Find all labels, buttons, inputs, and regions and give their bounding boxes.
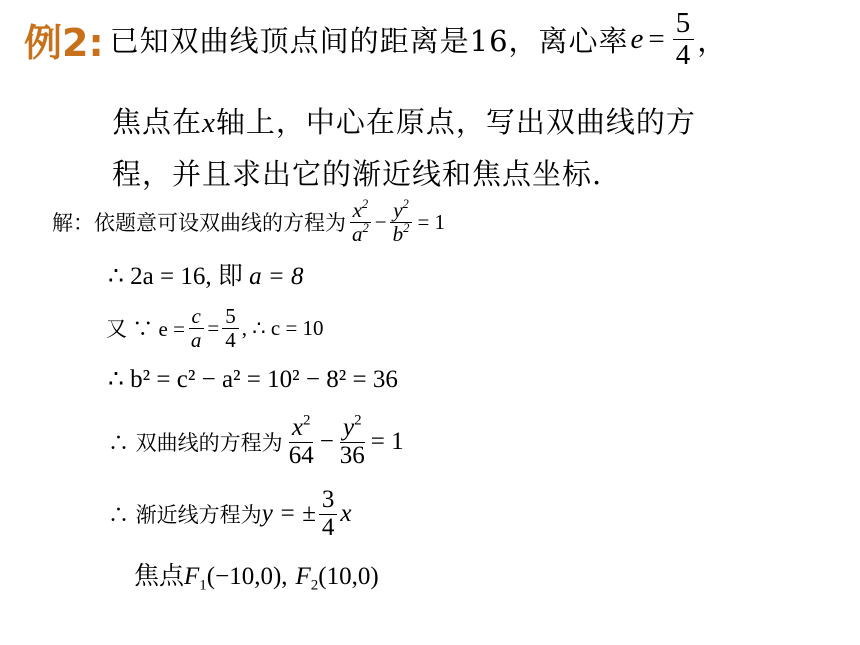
eq1-rhs: = 1 [417, 209, 446, 234]
step-2-54-fraction [222, 305, 239, 350]
step-4-fraction-1: $\frac{x^2}{64}$ [286, 415, 317, 469]
example-label: 例2: [24, 20, 104, 65]
step-4-n2: y [342, 414, 355, 442]
step-6-f2-sub: 2 [310, 577, 319, 594]
problem-text-3: 程，并且求出它的渐近线和焦点坐标. [112, 157, 603, 191]
step-2 [106, 300, 324, 356]
step-2-prefix: 又 ∵ e = [106, 317, 185, 341]
eq1-fraction-2: $\frac{y^2}{b^2}$ [390, 199, 413, 244]
problem-comma: ， [697, 23, 728, 58]
problem-text-2a: 焦点在 [112, 105, 203, 139]
problem-text-1: 已知双曲线顶点间的距离是16，离心率 [109, 23, 629, 58]
step-5-n: 3 [319, 487, 338, 514]
step-4-d1: 64 [288, 441, 314, 469]
step-5-x: x [340, 500, 352, 527]
eq1-fraction-1: $\frac{x^2}{a^2}$ [349, 199, 372, 244]
step-2-ca-fraction [188, 305, 205, 350]
step-4-prefix: ∴ 双曲线的方程为 [108, 431, 283, 455]
eccentricity-denominator: 4 [675, 38, 692, 71]
example-line-1 [24, 7, 728, 71]
step-1 [108, 256, 304, 292]
step-2-a: a [190, 327, 202, 352]
step-5-y: y = ± [261, 500, 316, 527]
step-4-minus: − [319, 428, 334, 455]
step-4-fraction-2: $\frac{y^2}{36}$ [337, 415, 368, 469]
step-2-c: c [189, 305, 204, 328]
step-6-f1-sub: 1 [199, 577, 207, 594]
step-3: ∴ b² = c² − a² = 10² − 8² = 36 [108, 366, 398, 393]
eccentricity-var: e [630, 22, 645, 55]
step-4-n1: x [291, 414, 303, 442]
step-1-lhs: ∴ 2a = 16, [108, 263, 212, 290]
step-1-rhs: a = 8 [249, 263, 304, 290]
minus-sign: − [374, 209, 387, 234]
step-2-d: 4 [225, 327, 236, 352]
eq1-den2: b [392, 221, 404, 246]
step-2-tail: , ∴ c = 10 [241, 315, 324, 340]
eq1-num2: y [393, 198, 403, 223]
step-4-rhs: = 1 [370, 428, 404, 455]
problem-text-2 [112, 100, 696, 141]
solution-intro-line [52, 192, 445, 252]
step-5-d: 4 [321, 513, 335, 541]
problem-text-2b: 轴上，中心在原点，写出双曲线的方 [215, 105, 696, 139]
step-6 [134, 556, 379, 592]
step-1-mid: 即 [217, 261, 243, 290]
eccentricity-fraction [673, 8, 695, 70]
problem-x-var: x [202, 107, 216, 139]
step-6-f2-val: (10,0) [318, 563, 379, 590]
step-5-fraction [319, 487, 338, 541]
step-6-f1: F [184, 563, 200, 590]
eq1-den1: a [352, 221, 363, 246]
step-6-f2: F [295, 563, 311, 590]
step-6-f1-val: (−10,0), [206, 563, 288, 590]
solution-intro: 解：依题意可设双曲线的方程为 [52, 211, 346, 235]
step-5-prefix: ∴ 渐近线方程为 [108, 503, 262, 527]
equals-sign: = [648, 22, 666, 55]
step-6-prefix: 焦点 [134, 561, 185, 590]
eccentricity-numerator: 5 [673, 8, 695, 39]
step-5 [108, 484, 351, 544]
step-2-eq: = [207, 315, 220, 340]
step-4-d2: 36 [339, 441, 365, 469]
step-4 [108, 410, 404, 474]
eq1-num1: x [352, 198, 362, 223]
step-2-n: 5 [222, 305, 239, 328]
